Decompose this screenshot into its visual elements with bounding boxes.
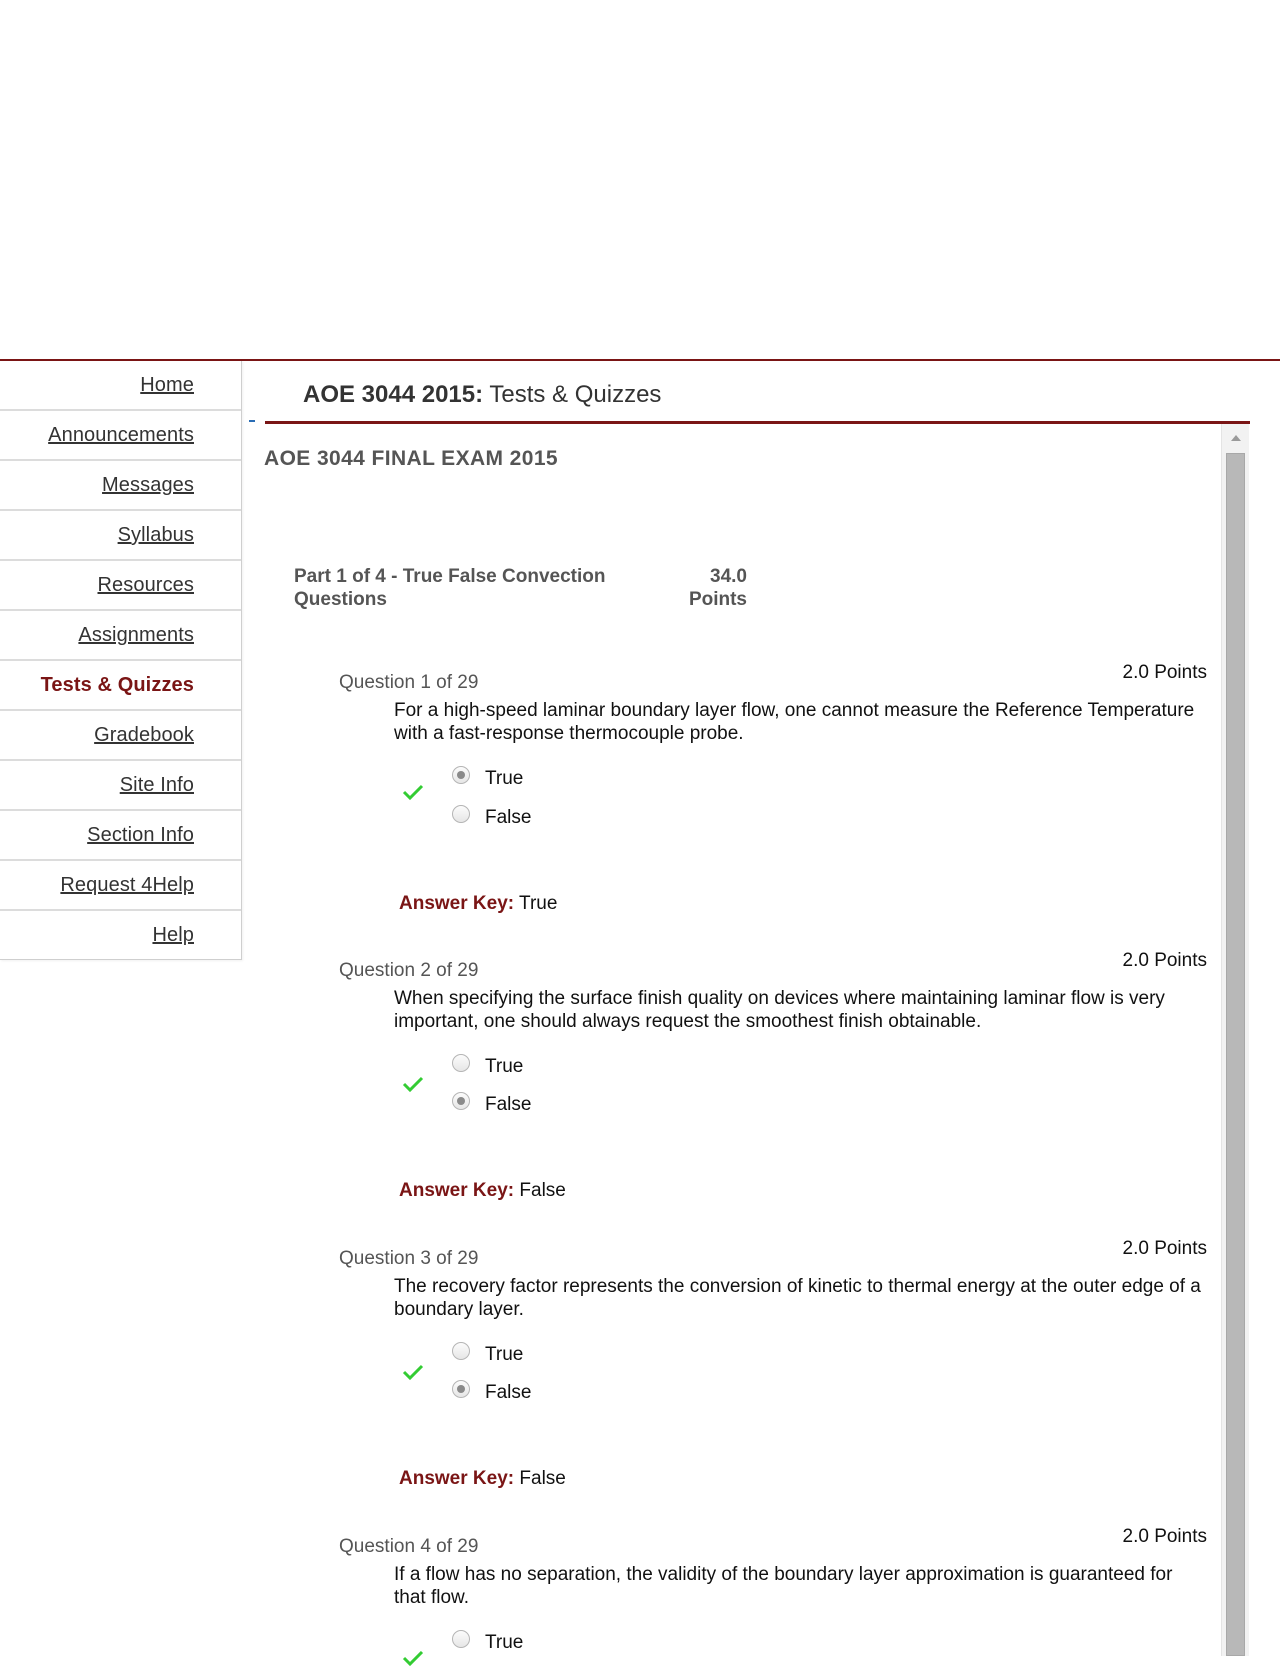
tool-title [303, 381, 661, 409]
title-divider [265, 421, 1250, 424]
question-points: 2.0 Points [1122, 1238, 1207, 1259]
arrow-up-icon [1230, 434, 1242, 442]
answer-key-value: False [519, 1468, 566, 1489]
question-number: Question 3 of 29 [339, 1248, 479, 1269]
tool-menu [0, 361, 242, 960]
option-label: False [485, 1382, 532, 1403]
answer-key [399, 1180, 566, 1202]
reset-link[interactable] [249, 420, 255, 422]
scrollbar[interactable] [1221, 424, 1249, 1656]
radio-button[interactable] [452, 1092, 470, 1110]
scrollbar-thumb[interactable] [1226, 453, 1245, 1656]
option-label: True [485, 1056, 524, 1077]
nav-item-messages[interactable]: Messages [0, 461, 241, 511]
check-icon [401, 782, 425, 802]
option-label: True [485, 1632, 524, 1653]
scroll-up-button[interactable] [1222, 424, 1249, 451]
question-points: 2.0 Points [1122, 1526, 1207, 1547]
nav-item-help[interactable]: Help [152, 924, 194, 946]
nav-item-syllabus[interactable]: Syllabus [0, 511, 241, 561]
nav-item-announcements[interactable]: Announcements [0, 411, 241, 461]
option-label: False [485, 1094, 532, 1115]
nav-item-tests-quizzes[interactable]: Tests & Quizzes [0, 661, 241, 711]
answer-key-label: Answer Key: [399, 1468, 515, 1489]
option-label: False [485, 807, 532, 828]
answer-key-value: False [519, 1180, 566, 1201]
question-text: The recovery factor represents the conversion of kinetic to thermal energy at the outer edge of a boundary layer. [394, 1276, 1201, 1320]
check-icon [401, 1074, 425, 1094]
nav-item-home[interactable]: Home [0, 361, 241, 411]
radio-button[interactable] [452, 1380, 470, 1398]
question-text: When specifying the surface finish quality on devices where maintaining laminar flow is very important, one should always request the smoothest finish obtainable. [394, 988, 1165, 1032]
radio-button[interactable] [452, 1054, 470, 1072]
site-name: AOE 3044 2015: [303, 381, 484, 408]
exam-title: AOE 3044 FINAL EXAM 2015 [264, 447, 558, 470]
question-points: 2.0 Points [1122, 662, 1207, 683]
question-number: Question 2 of 29 [339, 960, 479, 981]
part-points [689, 565, 747, 611]
question-number: Question 4 of 29 [339, 1536, 479, 1557]
option-label: True [485, 768, 524, 789]
nav-item-request-help[interactable]: Request 4Help [0, 861, 241, 911]
answer-key-label: Answer Key: [399, 893, 515, 914]
part-title: Part 1 of 4 - True False Convection Questions [294, 566, 606, 610]
question-text: For a high-speed laminar boundary layer flow, one cannot measure the Reference Temperature with a fast-response thermocouple probe. [394, 700, 1195, 744]
radio-button[interactable] [452, 766, 470, 784]
part-points-value: 34.0 [710, 566, 747, 587]
check-icon [401, 1648, 425, 1668]
part-points-unit: Points [688, 589, 747, 610]
nav-item-resources[interactable]: Resources [0, 561, 241, 611]
question-text: If a flow has no separation, the validity of the boundary layer approximation is guaranteed for that flow. [394, 1564, 1173, 1608]
nav-item-section-info[interactable]: Section Info [0, 811, 241, 861]
question-number: Question 1 of 29 [339, 672, 479, 693]
radio-button[interactable] [452, 805, 470, 823]
tool-name: Tests & Quizzes [489, 381, 662, 408]
answer-key [399, 893, 557, 915]
answer-key-value: True [519, 893, 558, 914]
radio-button[interactable] [452, 1630, 470, 1648]
check-icon [401, 1362, 425, 1382]
answer-key [399, 1468, 566, 1490]
nav-item-assignments[interactable]: Assignments [0, 611, 241, 661]
part-header [294, 565, 754, 611]
option-label: True [485, 1344, 524, 1365]
answer-key-label: Answer Key: [399, 1180, 515, 1201]
nav-item-site-info[interactable]: Site Info [0, 761, 241, 811]
nav-item-gradebook[interactable]: Gradebook [0, 711, 241, 761]
question-points: 2.0 Points [1122, 950, 1207, 971]
radio-button[interactable] [452, 1342, 470, 1360]
